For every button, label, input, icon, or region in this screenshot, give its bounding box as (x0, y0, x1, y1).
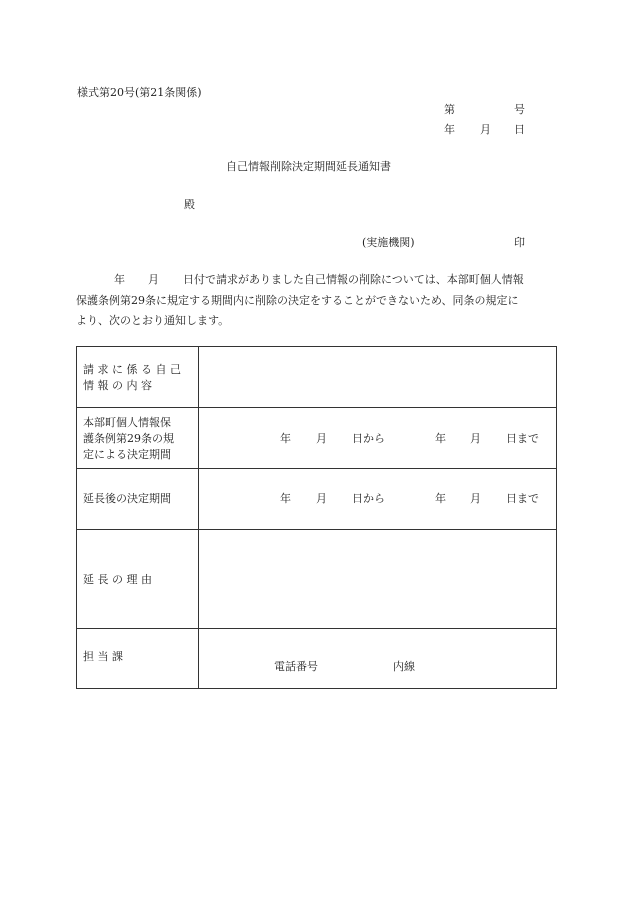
label-cell-original-period (77, 408, 199, 469)
label-cell-reason (77, 530, 199, 629)
label-original-period-line3: 定による決定期間 (83, 448, 171, 461)
value-cell-reason[interactable] (199, 530, 557, 629)
body-month: 月 (148, 273, 159, 286)
label-original-period-line1: 本部町個人情報保 (83, 416, 171, 429)
label-cell-request-content (77, 347, 199, 408)
original-to-year: 年 (435, 432, 446, 445)
table-row-department (77, 629, 557, 689)
notice-table (76, 346, 557, 689)
table-row-original-period (77, 408, 557, 469)
label-original-period-line2: 護条例第29条の規 (83, 432, 174, 445)
original-from-month: 月 (316, 432, 327, 445)
value-cell-department[interactable] (199, 629, 557, 689)
issuer-org-label: (実施機関) (362, 236, 415, 249)
addressee-suffix: 殿 (184, 198, 195, 211)
document-number-dai: 第 (444, 103, 455, 116)
original-to-day: 日まで (506, 432, 539, 445)
extended-to-month: 月 (470, 492, 481, 505)
seal-mark: 印 (514, 236, 525, 249)
document-title: 自己情報削除決定期間延長通知書 (226, 160, 391, 173)
original-from-year: 年 (280, 432, 291, 445)
extended-from-day: 日から (352, 492, 385, 505)
label-department: 担 当 課 (83, 650, 123, 663)
date-month: 月 (480, 123, 491, 136)
document-number-go: 号 (514, 103, 525, 116)
extension-label: 内線 (393, 660, 415, 673)
date-year: 年 (444, 123, 455, 136)
phone-number-label: 電話番号 (274, 660, 318, 673)
label-extended-period: 延長後の決定期間 (83, 492, 171, 505)
label-request-content-line2: 情 報 の 内 容 (83, 379, 152, 392)
extended-to-day: 日まで (506, 492, 539, 505)
table-row-request-content (77, 347, 557, 408)
body-text-line1: 日付で請求がありました自己情報の削除については、本部町個人情報 (183, 273, 524, 286)
table-row-reason (77, 530, 557, 629)
label-cell-extended-period (77, 469, 199, 530)
value-cell-original-period[interactable] (199, 408, 557, 469)
form-number: 様式第20号(第21条関係) (77, 86, 202, 99)
label-cell-department (77, 629, 199, 689)
extended-to-year: 年 (435, 492, 446, 505)
date-day: 日 (514, 123, 525, 136)
original-from-day: 日から (352, 432, 385, 445)
extended-from-year: 年 (280, 492, 291, 505)
label-reason: 延 長 の 理 由 (83, 573, 152, 586)
body-text-line2: 保護条例第29条に規定する期間内に削除の決定をすることができないため、同条の規定に (76, 294, 519, 307)
body-year: 年 (114, 273, 125, 286)
table-row-extended-period (77, 469, 557, 530)
original-to-month: 月 (470, 432, 481, 445)
extended-from-month: 月 (316, 492, 327, 505)
value-cell-extended-period[interactable] (199, 469, 557, 530)
label-request-content-line1: 請 求 に 係 る 自 己 (83, 363, 181, 376)
value-cell-request-content[interactable] (199, 347, 557, 408)
body-text-line3: より、次のとおり通知します。 (76, 314, 230, 327)
